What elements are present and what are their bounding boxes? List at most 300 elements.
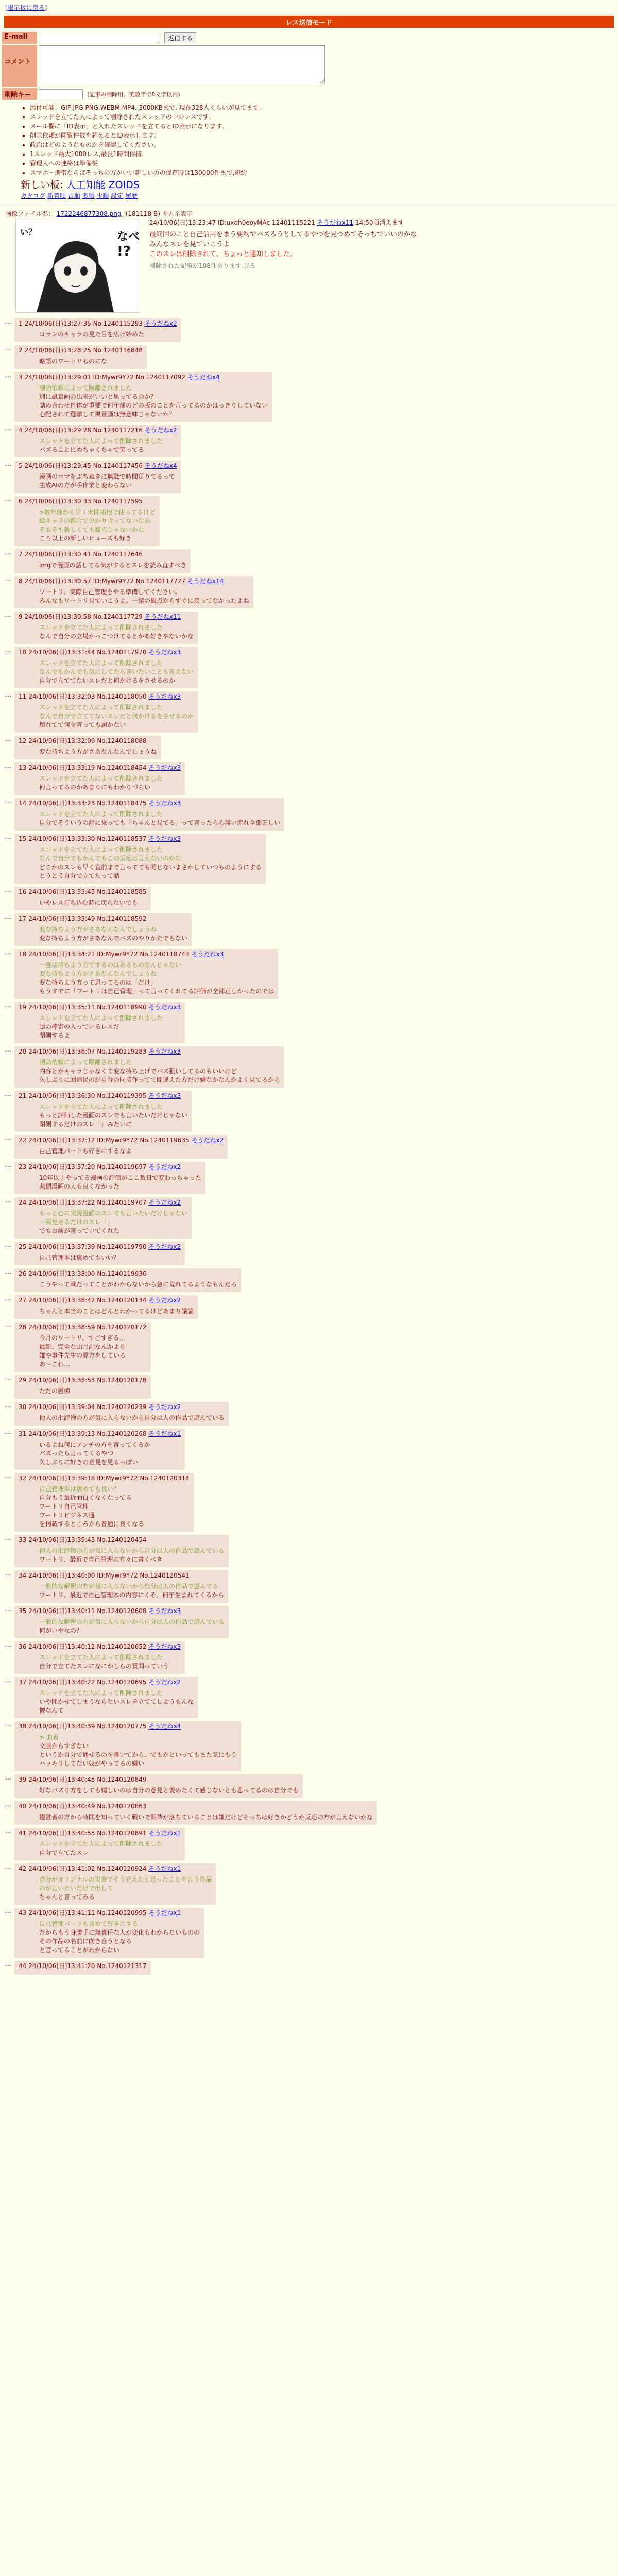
reply-timestamp: 24/10/06(日)13:40:22 No.1240120695 xyxy=(28,1679,147,1686)
reply-post xyxy=(14,887,151,910)
reply-timestamp: 24/10/06(日)13:41:02 No.1240120924 xyxy=(28,1865,147,1872)
reply-meta xyxy=(19,1092,187,1100)
sodane-button[interactable]: そうだねx2 xyxy=(191,1137,224,1144)
reply-number: 2 xyxy=(19,347,23,354)
reply-line: どこかのスレも早く直前まで言ってても同じないまさかしていつものようにする xyxy=(39,863,262,871)
reply-meta xyxy=(19,319,177,328)
reply-body xyxy=(39,845,262,880)
reply-meta xyxy=(19,764,181,772)
reply-post xyxy=(14,913,192,946)
delete-key-input[interactable] xyxy=(39,89,83,99)
reply-post xyxy=(14,318,181,342)
reply-number: 3 xyxy=(19,374,23,381)
reply-number: 36 xyxy=(19,1643,27,1650)
reply-line: もうすでに「ワートリは自己管理」って言ってくれてる評価が全部正しかったのでは xyxy=(39,988,274,995)
board-rules xyxy=(21,103,618,177)
thumb-caption: い？ xyxy=(20,227,37,237)
reply-line: 今月のワートリ、すごすぎる… xyxy=(39,1334,126,1342)
reply-number: 1 xyxy=(19,320,23,327)
reply-indent-marker: … xyxy=(5,913,11,920)
reply-timestamp: 24/10/06(日)13:30:41 No.1240117646 xyxy=(24,551,143,558)
reply-indent-marker: … xyxy=(5,1676,11,1684)
email-field[interactable] xyxy=(39,33,160,43)
sodane-button[interactable]: そうだねx14 xyxy=(187,578,224,585)
reply-timestamp: 24/10/06(日)13:40:00 ID:Mywr9Y72 No.1240120541 xyxy=(28,1572,190,1579)
reply-number: 24 xyxy=(19,1199,27,1206)
delete-key-label: 削除キー xyxy=(2,88,37,100)
reply-meta xyxy=(19,692,194,701)
reply-row xyxy=(5,1800,613,1826)
reply-post xyxy=(14,762,185,795)
reply-meta xyxy=(19,1536,225,1545)
quote-line: > 曲者 xyxy=(39,1734,59,1741)
reply-line: 自分でそういうの話に乗っても「ちゃんと見てる」って言ったら心無い流れ全部正しい xyxy=(39,819,281,826)
reply-number: 6 xyxy=(19,498,23,505)
reply-line: 嫌や事件先生の見方をしている xyxy=(39,1352,126,1359)
sodane-button[interactable]: そうだねx2 xyxy=(144,427,177,434)
sodane-button[interactable]: そうだねx3 xyxy=(148,693,181,700)
reply-meta xyxy=(19,1607,225,1616)
back-to-board-link[interactable]: [掲示板に戻る] xyxy=(5,4,47,11)
reply-body xyxy=(39,1733,237,1768)
comment-textarea[interactable] xyxy=(39,45,325,84)
reply-timestamp: 24/10/06(日)13:38:42 No.1240120134 xyxy=(28,1297,147,1304)
reply-number: 35 xyxy=(19,1607,27,1615)
quote-line: なんで自分で立ててないスレだと何かけるをさせるのか xyxy=(39,713,194,720)
image-file-link[interactable]: 1722246877308.png xyxy=(56,210,122,217)
sodane-button[interactable]: そうだねx3 xyxy=(148,1004,181,1011)
sort-old-link[interactable]: 古順 xyxy=(67,192,80,199)
reply-row xyxy=(5,1533,613,1569)
reply-post xyxy=(14,1268,241,1292)
board-link-zoids[interactable]: ZOIDS xyxy=(108,179,140,191)
sodane-button[interactable]: そうだねx2 xyxy=(144,320,177,327)
reply-number: 33 xyxy=(19,1536,27,1544)
reply-meta xyxy=(19,835,262,843)
sodane-button[interactable]: そうだねx3 xyxy=(148,835,181,842)
reply-line: 内容とかキャラじゃなくて変な持ち上げでバズ狙いしてるのもいいけど xyxy=(39,1067,237,1075)
reply-number: 20 xyxy=(19,1048,27,1055)
rule-item: • 政治はどのようなものかを確認してください。 xyxy=(30,140,618,149)
reply-body xyxy=(39,703,194,730)
new-boards-label: 新しい板: xyxy=(21,179,63,191)
reply-line: 懐なんて xyxy=(39,1707,64,1714)
reply-body xyxy=(39,1920,200,1955)
reply-number: 15 xyxy=(19,835,27,842)
reply-row xyxy=(5,1400,613,1427)
reply-meta xyxy=(19,550,186,559)
email-label: E-mail xyxy=(2,32,37,44)
reply-meta xyxy=(19,950,274,959)
quote-line: そもそも新しくても観点じゃないかな xyxy=(39,526,145,533)
history-link[interactable]: 履歴 xyxy=(125,192,138,199)
reply-indent-marker: … xyxy=(5,549,11,556)
reply-meta xyxy=(19,1722,237,1731)
reply-post xyxy=(14,1242,185,1265)
reply-row xyxy=(5,1267,613,1294)
reply-meta xyxy=(19,1323,147,1332)
reply-row xyxy=(5,1826,613,1862)
reply-row xyxy=(5,1675,613,1720)
reply-number: 30 xyxy=(19,1403,27,1411)
reply-number: 22 xyxy=(19,1137,27,1144)
reply-indent-marker: … xyxy=(5,1801,11,1808)
reply-indent-marker: … xyxy=(5,1641,11,1648)
reply-post xyxy=(14,1046,284,1088)
reply-body xyxy=(39,810,280,827)
sodane-button[interactable]: そうだねx4 xyxy=(148,1723,181,1730)
reply-body xyxy=(39,1209,187,1235)
reply-timestamp: 24/10/06(日)13:37:12 ID:Mywr9Y72 No.1240119635 xyxy=(28,1137,190,1144)
reply-mode-bar: レス送信モード xyxy=(4,16,614,28)
reply-indent-marker: … xyxy=(5,833,11,840)
reply-post xyxy=(14,736,161,759)
sodane-button[interactable]: そうだねx1 xyxy=(148,1865,181,1872)
reply-row xyxy=(5,1374,613,1400)
reply-meta xyxy=(19,648,194,657)
reply-indent-marker: … xyxy=(5,798,11,805)
reply-meta xyxy=(19,1829,181,1838)
reply-number: 11 xyxy=(19,693,27,700)
reply-line: 心配されて選挙して風景画は無意味じゃないか？ xyxy=(39,411,176,418)
reply-line: 文脈からすぎない xyxy=(39,1742,89,1750)
reply-indent-marker: … xyxy=(5,1090,11,1097)
reply-timestamp: 24/10/06(日)13:28:25 No.1240116848 xyxy=(24,347,143,354)
quote-line: スレッドを立てた人によって削除されました xyxy=(39,810,163,818)
reply-post xyxy=(14,1429,185,1470)
sodane-button[interactable]: そうだねx2 xyxy=(148,1679,181,1686)
reply-line: 自分で立てたスレ xyxy=(39,1849,89,1856)
reply-line: なんで自分の立場かっこつけてるとかあ好きやないかな xyxy=(39,633,194,640)
reply-indent-marker: … xyxy=(5,1161,11,1168)
reply-body xyxy=(39,1875,212,1902)
reply-meta xyxy=(19,1909,200,1918)
reply-line: 何言ってるのかあまりにもわかりづらい xyxy=(39,784,151,791)
reply-body xyxy=(39,1307,194,1316)
reply-line: でもお前が言っていてくれた xyxy=(39,1227,120,1234)
reply-timestamp: 24/10/06(日)13:30:58 No.1240117729 xyxy=(24,613,143,620)
quote-line: なんでもかんでも気にしてたら言いたいことも言えない xyxy=(39,668,194,675)
reply-meta xyxy=(19,1962,147,1971)
sodane-button[interactable]: そうだねx3 xyxy=(148,649,181,656)
quote-line: 一般的な解釈の方が気に入らないから自分は人の作品で遊んでる xyxy=(39,1583,219,1590)
reply-indent-marker: … xyxy=(5,1907,11,1914)
quote-line: スレッドを立てた人によって削除されました xyxy=(39,704,163,711)
reply-post xyxy=(14,372,272,422)
quote-line: 自分がオリジナルの実際でそう見えたと思ったことを言う作品 xyxy=(39,1876,212,1883)
reply-body xyxy=(39,1813,373,1822)
reply-line: 壊れてて何を言っても届かない xyxy=(39,721,126,728)
reply-line: 詰め合わせ自体が重要で何年前のどの版のことを言ってるのかはっきりしていない xyxy=(39,402,268,409)
reply-number: 39 xyxy=(19,1776,27,1783)
sodane-button[interactable]: そうだねx3 xyxy=(148,764,181,771)
catalog-link[interactable]: カタログ xyxy=(21,192,46,199)
reply-line: ワートリ自己管理 xyxy=(39,1503,89,1510)
reply-timestamp: 24/10/06(日)13:40:49 No.1240120863 xyxy=(28,1803,147,1810)
sodane-button[interactable]: そうだねx3 xyxy=(148,1092,181,1099)
reply-meta xyxy=(19,1430,181,1438)
reply-post xyxy=(14,834,266,884)
quote-line: >数年前から早く未開拓地で使ってるけど xyxy=(39,509,156,516)
reply-row xyxy=(5,832,613,885)
sodane-button[interactable]: そうだねx3 xyxy=(148,800,181,807)
reply-timestamp: 24/10/06(日)13:38:00 No.1240119936 xyxy=(28,1270,147,1277)
reply-post xyxy=(14,1535,229,1567)
sodane-button[interactable]: そうだねx4 xyxy=(187,374,220,381)
reply-body xyxy=(39,1689,194,1715)
reply-post xyxy=(14,1162,205,1194)
sodane-button[interactable]: そうだねx1 xyxy=(148,1909,181,1917)
reply-row xyxy=(5,574,613,610)
reply-number: 7 xyxy=(19,551,23,558)
reply-line: 悲願漫画の人も良くなかった xyxy=(39,1183,120,1190)
reply-body xyxy=(39,1618,225,1635)
reply-number: 4 xyxy=(19,427,23,434)
reply-number: 21 xyxy=(19,1092,27,1099)
quote-line: 変な持ちよう方がさあなんなんでしょうね xyxy=(39,926,157,933)
reply-post xyxy=(14,549,191,573)
reply-meta xyxy=(19,1802,373,1811)
quote-line: スレッドを立てた人によって削除されました xyxy=(39,775,163,782)
sodane-button[interactable]: そうだねx3 xyxy=(148,1048,181,1055)
reply-post xyxy=(14,1801,377,1825)
reply-line: というか自分で通せるのを書いてから、でもかといってもまた気にもう xyxy=(39,1751,237,1758)
reply-timestamp: 24/10/06(日)13:35:11 No.1240118990 xyxy=(28,1004,147,1011)
reply-row xyxy=(5,761,613,796)
reply-number: 28 xyxy=(19,1324,27,1331)
sodane-button[interactable]: そうだねx2 xyxy=(148,1199,181,1206)
reply-line: いるよね何にアンチの方を言ってくるか xyxy=(39,1441,150,1448)
sodane-button[interactable]: そうだねx3 xyxy=(191,951,224,958)
reply-post xyxy=(14,1774,303,1798)
reply-number: 41 xyxy=(19,1829,27,1837)
reply-body xyxy=(39,1058,280,1084)
reply-line: ちゃんと本当のことはどんとわかってるけどあまり議論 xyxy=(39,1308,194,1315)
reply-meta xyxy=(19,1296,194,1305)
sodane-button[interactable]: そうだねx3 xyxy=(148,1607,181,1615)
reply-row xyxy=(5,1959,613,1976)
reply-post xyxy=(14,691,198,733)
catalog-links xyxy=(21,191,618,200)
reply-line: 自己管理本は褒めてもいい？ xyxy=(39,1254,120,1261)
quote-line: スレッドを立てた人によって削除されました xyxy=(39,624,163,631)
reply-timestamp: 24/10/06(日)13:36:07 No.1240119283 xyxy=(28,1048,147,1055)
reply-meta xyxy=(19,1474,190,1483)
reply-post xyxy=(14,1091,192,1132)
reply-indent-marker: … xyxy=(5,1268,11,1275)
sodane-button[interactable]: そうだねx1 xyxy=(148,1430,181,1437)
rule-item: • 削除依頼が閲覧件数を超えるとID表示します. xyxy=(30,131,618,140)
reply-body xyxy=(39,1147,224,1156)
reply-line: 自己管理パートも好きにするなよ xyxy=(39,1147,132,1155)
reply-timestamp: 24/10/06(日)13:37:20 No.1240119697 xyxy=(28,1163,147,1171)
reply-timestamp: 24/10/06(日)13:40:11 No.1240120608 xyxy=(28,1607,147,1615)
reply-indent-marker: … xyxy=(5,1472,11,1480)
reply-line: 生成AIの方が手作業と変わらない xyxy=(39,482,132,489)
sodane-button[interactable]: そうだねx11 xyxy=(317,219,354,226)
reply-post xyxy=(14,1570,228,1603)
reply-body xyxy=(39,1174,201,1191)
reply-number: 5 xyxy=(19,462,23,469)
reply-meta xyxy=(19,888,147,896)
settings-link[interactable]: 設定 xyxy=(111,192,124,199)
reply-line: 変な持ちよう方がさあなんでパズのやりかたでもない xyxy=(39,935,188,942)
reply-timestamp: 24/10/06(日)13:33:19 No.1240118454 xyxy=(28,764,147,771)
reply-body xyxy=(39,1582,224,1600)
reply-post xyxy=(14,1961,151,1975)
reply-meta xyxy=(19,737,157,745)
reply-line: 最新、完全な山月記なんかより xyxy=(39,1343,126,1350)
reply-line: バズることにめちゃくちゃで笑ってる xyxy=(39,446,145,453)
op-line: みんなスレを見ていこうよ xyxy=(149,241,230,248)
reply-indent-marker: … xyxy=(5,371,11,379)
reply-line: 他人の批評物の方が気に入らないから自分は人の作品で遊んでいる xyxy=(39,1414,225,1421)
reply-body xyxy=(39,1840,181,1857)
op-thumbnail-image[interactable] xyxy=(15,219,140,313)
reply-indent-marker: … xyxy=(5,1295,11,1302)
reply-post xyxy=(14,1135,228,1159)
reply-row xyxy=(5,1773,613,1800)
reply-post xyxy=(14,949,278,999)
quote-line: スレッドを立てた人によって削除されました xyxy=(39,437,163,445)
reply-number: 16 xyxy=(19,888,27,895)
reply-post xyxy=(14,1677,198,1718)
reply-row xyxy=(5,796,613,832)
reply-post xyxy=(14,425,181,457)
rule-item: • 1スレッド最大1000レス,最長1時間保持. xyxy=(30,149,618,159)
reply-timestamp: 24/10/06(日)13:29:28 No.1240117216 xyxy=(24,427,143,434)
sort-new-link[interactable]: 新着順 xyxy=(47,192,66,199)
reply-indent-marker: … xyxy=(5,1197,11,1204)
reply-timestamp: 24/10/06(日)13:33:45 No.1240118585 xyxy=(28,888,147,895)
reply-timestamp: 24/10/06(日)13:32:09 No.1240118088 xyxy=(28,737,147,744)
reply-meta xyxy=(19,1376,147,1385)
thumb-caption: なべ xyxy=(117,230,140,243)
reply-line: 変な持ちよう方がさあなんなんでしょうね xyxy=(39,748,157,755)
sodane-button[interactable]: そうだねx11 xyxy=(144,613,181,620)
reply-line: ワートリ、最近で自己管理本の内容にくそ、何年生まれてくるから xyxy=(39,1591,225,1599)
reply-row xyxy=(5,1196,613,1240)
reply-indent-marker: … xyxy=(5,1605,11,1613)
sodane-button[interactable]: そうだねx1 xyxy=(148,1829,181,1837)
sodane-button[interactable]: そうだねx2 xyxy=(148,1163,181,1171)
reply-number: 13 xyxy=(19,764,27,771)
reply-body xyxy=(39,1786,299,1795)
sodane-button[interactable]: そうだねx4 xyxy=(144,462,177,469)
reply-timestamp: 24/10/06(日)13:38:59 No.1240120172 xyxy=(28,1324,147,1331)
reply-line: ロランのキャラの見た目を広げ始めた xyxy=(39,331,145,338)
reply-indent-marker: … xyxy=(5,1534,11,1541)
quote-line: 一度は持ちよう方でするのはあるものなんじゃない xyxy=(39,961,182,969)
sodane-button[interactable]: そうだねx2 xyxy=(148,1403,181,1411)
reply-line: ワートリ、最近で自己管理の方々に書くべき xyxy=(39,1556,163,1563)
sort-many-link[interactable]: 多順 xyxy=(82,192,95,199)
reply-line: と言ってることがわからない xyxy=(39,1946,120,1954)
reply-number: 43 xyxy=(19,1909,27,1917)
reply-indent-marker: … xyxy=(5,1401,11,1409)
quote-line: もっと心に実況漫画のスレでも言いたいだけじゃない xyxy=(39,1210,188,1217)
reply-timestamp: 24/10/06(日)13:40:45 No.1240120849 xyxy=(28,1776,147,1783)
reply-timestamp: 24/10/06(日)13:34:21 ID:Mywr9Y72 No.1240118743 xyxy=(28,951,190,958)
reply-meta xyxy=(19,1047,280,1056)
reply-row xyxy=(5,459,613,495)
reply-body xyxy=(39,1103,187,1129)
reply-line: もっと評価した漫画のスレでも言いたいだけじゃない xyxy=(39,1112,188,1119)
reply-number: 18 xyxy=(19,951,27,958)
submit-reply-button[interactable]: 返信する xyxy=(164,32,196,43)
reply-row xyxy=(5,1001,613,1045)
reply-indent-marker: … xyxy=(5,1002,11,1009)
rule-item: • 管理人への連絡は準備板 xyxy=(30,159,618,168)
reply-indent-marker: … xyxy=(5,1721,11,1728)
reply-body xyxy=(39,1414,225,1422)
reply-body xyxy=(39,774,181,792)
reply-line: を掲載するところから普通に良くなる xyxy=(39,1520,145,1528)
reply-line: 自分で立ててないスレだと何かけるをさせるのか xyxy=(39,677,176,684)
reply-list xyxy=(5,317,613,1976)
reply-number: 44 xyxy=(19,1962,27,1970)
sodane-button[interactable]: そうだねx2 xyxy=(148,1297,181,1304)
reply-line: 自分で立てたスレになにかしらの質問っていう xyxy=(39,1663,169,1670)
reply-meta xyxy=(19,462,177,470)
reply-meta xyxy=(19,346,143,355)
quote-line: のが言いたいだけで出して xyxy=(39,1885,114,1892)
reply-row xyxy=(5,317,613,344)
reply-timestamp: 24/10/06(日)13:39:04 No.1240120239 xyxy=(28,1403,147,1411)
quote-line: 自己管理本は褒めても良い？ xyxy=(39,1485,120,1493)
reply-line: 閉側するよ xyxy=(39,1032,71,1039)
reply-timestamp: 24/10/06(日)13:39:13 No.1240120268 xyxy=(28,1430,147,1437)
reply-line: いや聞かせてしまうならないスレを立ててしようもんな xyxy=(39,1698,194,1705)
quote-line: 他人の批評物の方が気に入らないから自分は人の作品で遊んでいる xyxy=(39,1547,225,1554)
reply-line: 好なバズり方をしても嬉しいのは自分の意見と褒めたくて感じないとも思ってるのは自分でも xyxy=(39,1787,299,1794)
quote-line: スレッドを立てた人によって削除されました xyxy=(39,1654,163,1661)
reply-post xyxy=(14,1402,229,1426)
reply-indent-marker: … xyxy=(5,1827,11,1835)
reply-line: ハッキリしてない奴がやってるの嫌い xyxy=(39,1760,145,1767)
quote-line: なんで自分でもかんでもこの反応は言えないのかな xyxy=(39,855,182,862)
rule-item: • スマホ・携帯ならばそっちの方がいい新しいのの保存時は130000件まで,規約 xyxy=(30,168,618,177)
reply-meta xyxy=(19,1243,181,1251)
reply-number: 17 xyxy=(19,915,27,922)
reply-number: 9 xyxy=(19,613,23,620)
board-link-ai[interactable]: 人工知能 xyxy=(66,179,106,191)
sodane-button[interactable]: そうだねx3 xyxy=(148,1643,181,1650)
sort-few-link[interactable]: 少順 xyxy=(96,192,109,199)
reply-row xyxy=(5,370,613,423)
reply-post xyxy=(14,461,181,493)
sodane-button[interactable]: そうだねx2 xyxy=(148,1243,181,1250)
reply-indent-marker: … xyxy=(5,496,11,503)
reply-row xyxy=(5,548,613,574)
reply-row xyxy=(5,1604,613,1640)
reply-indent-marker: … xyxy=(5,425,11,432)
reply-number: 40 xyxy=(19,1803,27,1810)
reply-number: 8 xyxy=(19,578,23,585)
new-boards xyxy=(21,177,618,191)
reply-row xyxy=(5,1471,613,1533)
reply-meta xyxy=(19,799,280,808)
reply-row xyxy=(5,610,613,646)
reply-line: 漫画のコマをぶちぬきに無駄で時間足りてるって xyxy=(39,473,176,480)
reply-line: 自分もう最近面白くなくなってる xyxy=(39,1494,132,1501)
quote-line: 自己管理パートも含めて好きにする xyxy=(39,1920,139,1927)
reply-post xyxy=(14,1908,204,1958)
reply-row xyxy=(5,885,613,912)
reply-indent-marker: … xyxy=(5,948,11,956)
reply-meta xyxy=(19,1269,237,1278)
reply-body xyxy=(39,1387,147,1396)
